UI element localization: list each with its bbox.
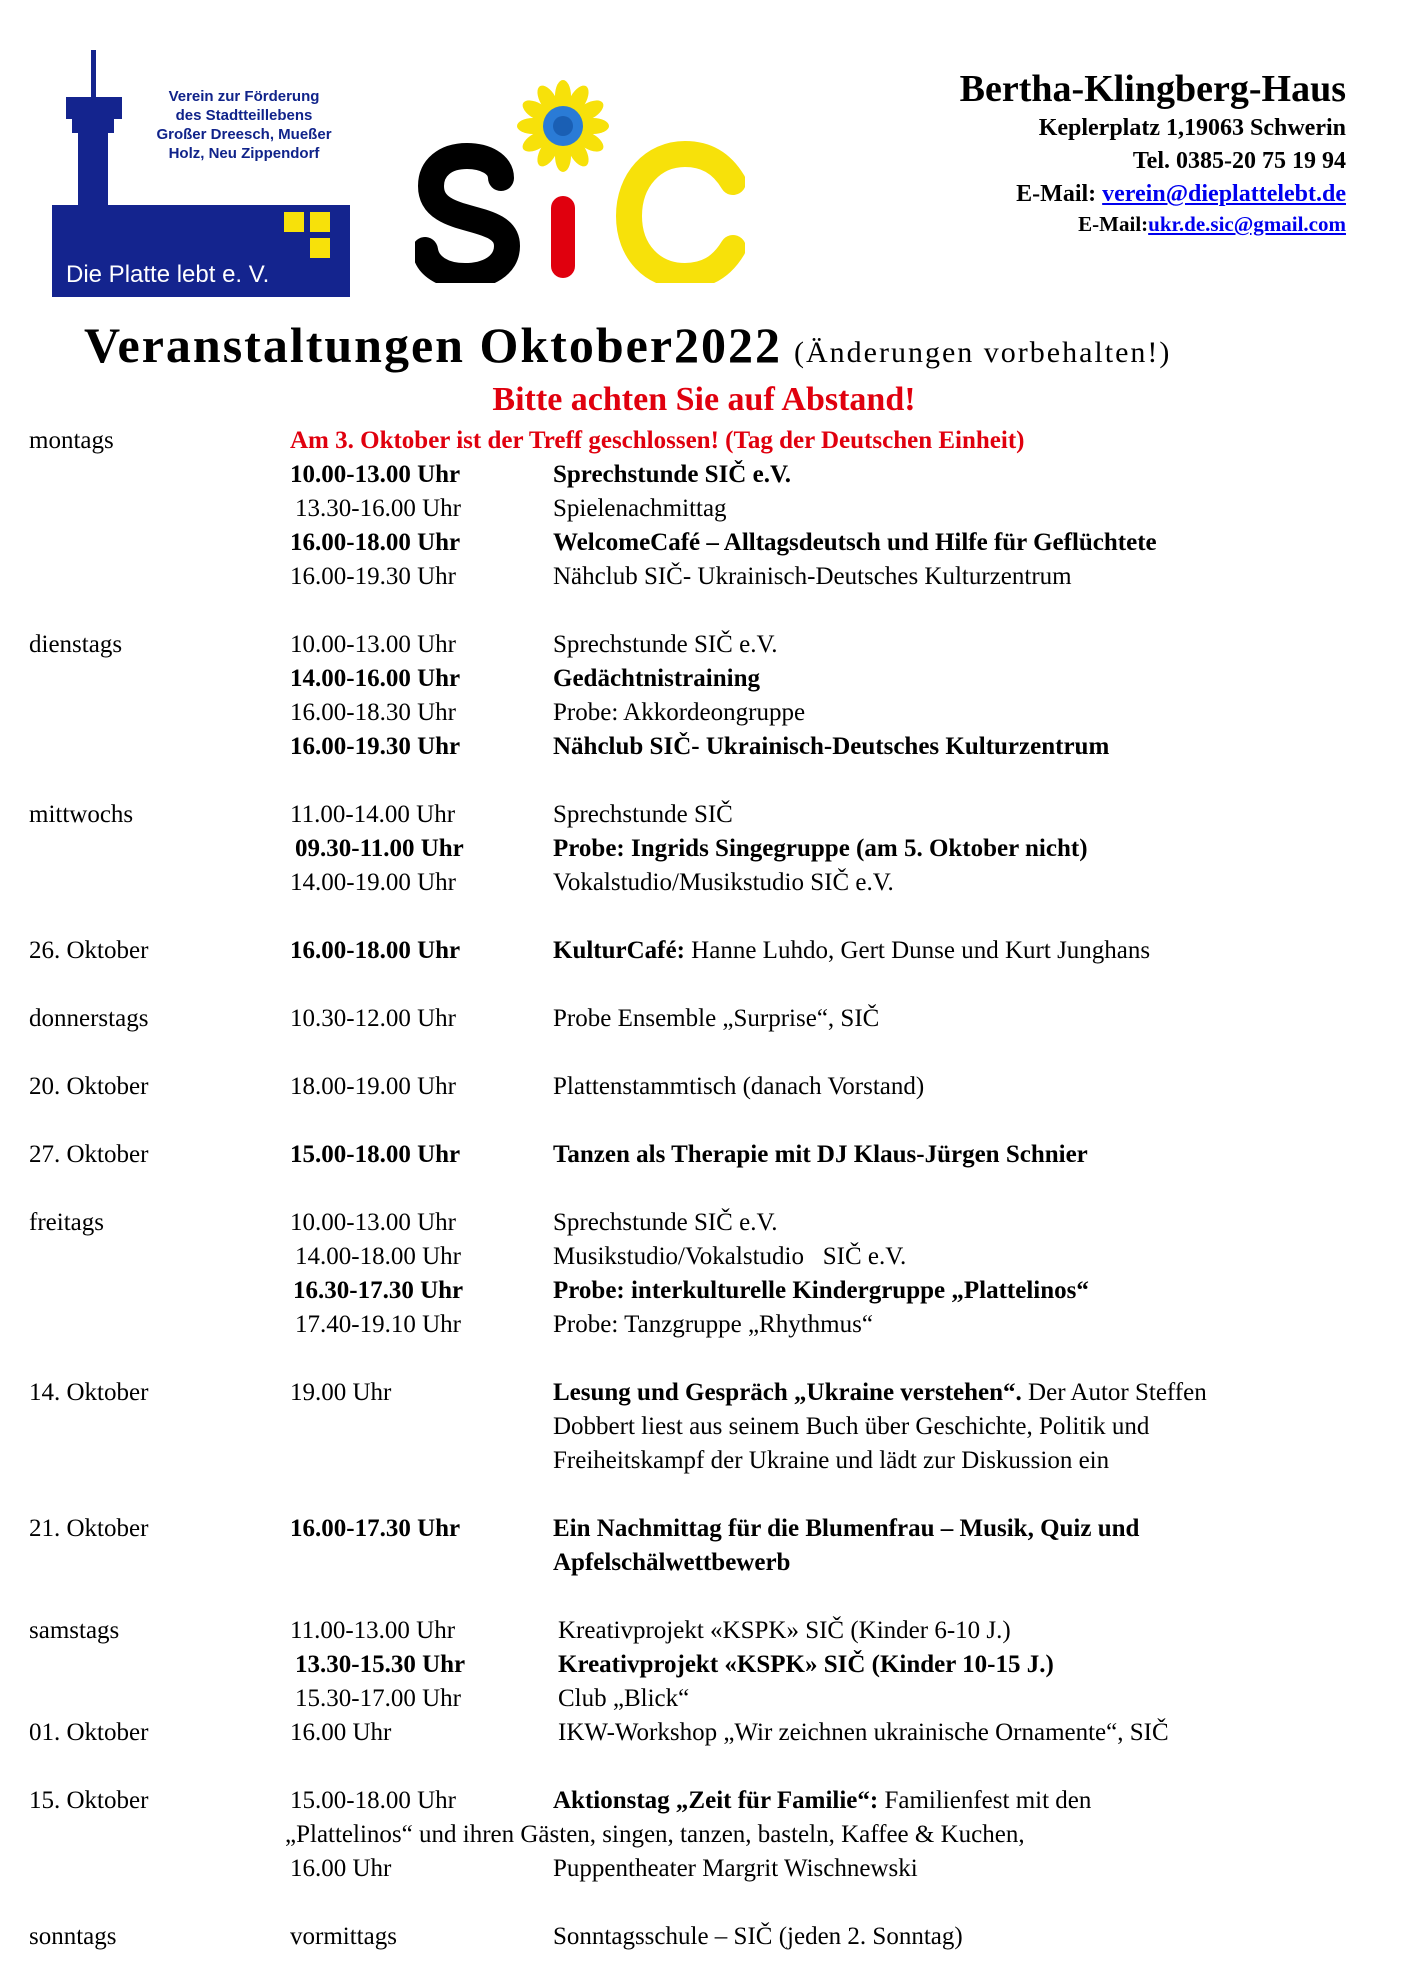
- event-text: Musikstudio/Vokalstudio SIČ e.V.: [553, 1243, 907, 1270]
- contact-block: [960, 66, 1346, 238]
- date-label: 01. Oktober: [29, 1719, 149, 1746]
- event-text: Freiheitskampf der Ukraine und lädt zur Diskussion ein: [553, 1447, 1110, 1474]
- event-time: 14.00-18.00 Uhr: [295, 1243, 461, 1270]
- event-time: 16.00-18.00 Uhr: [290, 937, 461, 964]
- event-text: Dobbert liest aus seinem Buch über Geschichte, Politik und: [553, 1413, 1150, 1440]
- event-text: Sprechstunde SIČ e.V.: [553, 461, 792, 488]
- event-time: 16.00-19.30 Uhr: [290, 733, 461, 760]
- event-time: 16.00 Uhr: [290, 1855, 392, 1882]
- event-text: Probe: Tanzgruppe „Rhythmus“: [553, 1311, 873, 1338]
- event-text: Nähclub SIČ- Ukrainisch-Deutsches Kulturzentrum: [553, 563, 1072, 590]
- event-text: Tanzen als Therapie mit DJ Klaus-Jürgen Schnier: [553, 1141, 1088, 1168]
- page-title: [84, 316, 1171, 374]
- day-label: dienstags: [29, 631, 123, 658]
- logo-caption: Die Platte lebt e. V.: [66, 261, 270, 288]
- event-time: 13.30-16.00 Uhr: [295, 495, 461, 522]
- event-time: 17.40-19.10 Uhr: [295, 1311, 461, 1338]
- venue-name: Bertha-Klingberg-Haus: [959, 68, 1346, 110]
- logo-square: [284, 212, 304, 232]
- event-text: Spielenachmittag: [553, 495, 727, 522]
- event-text: Gedächtnistraining: [553, 665, 760, 692]
- logo-square: [310, 238, 330, 258]
- event-text: Puppentheater Margrit Wischnewski: [553, 1855, 918, 1882]
- event-time: 16.00 Uhr: [290, 1719, 392, 1746]
- event-time: 11.00-14.00 Uhr: [290, 801, 456, 828]
- event-text: IKW-Workshop „Wir zeichnen ukrainische Ornamente“, SIČ: [558, 1719, 1169, 1746]
- event-text: Sprechstunde SIČ: [553, 801, 733, 828]
- date-label: 15. Oktober: [29, 1787, 149, 1814]
- day-label: sonntags: [29, 1923, 117, 1950]
- email-line-2: E-Mail:ukr.de.sic@gmail.com: [1078, 212, 1346, 236]
- event-text: Kreativprojekt «KSPK» SIČ (Kinder 6-10 J.): [558, 1617, 1011, 1644]
- day-label: samstags: [29, 1617, 120, 1644]
- event-time: 16.00-19.30 Uhr: [290, 563, 456, 590]
- event-time: 16.00-18.30 Uhr: [290, 699, 456, 726]
- event-text: Kreativprojekt «KSPK» SIČ (Kinder 10-15 J.): [558, 1651, 1054, 1678]
- sic-logo: [415, 78, 745, 283]
- event-time: 10.30-12.00 Uhr: [290, 1005, 456, 1032]
- event-text: Nähclub SIČ- Ukrainisch-Deutsches Kulturzentrum: [553, 733, 1110, 760]
- event-text: Probe: Akkordeongruppe: [553, 699, 806, 726]
- event-text: Probe: interkulturelle Kindergruppe „Plattelinos“: [553, 1277, 1089, 1304]
- logo-org-name: Verein zur Förderung des Stadtteillebens Großer Dreesch, Mueßer Holz, Neu Zippendorf: [156, 88, 332, 162]
- event-text: Probe: Ingrids Singegruppe (am 5. Oktober nicht): [553, 835, 1088, 862]
- email-link-2[interactable]: ukr.de.sic@gmail.com: [1148, 212, 1346, 236]
- event-text: Ein Nachmittag für die Blumenfrau – Musik, Quiz und: [553, 1515, 1140, 1542]
- event-time: 16.00-18.00 Uhr: [290, 529, 461, 556]
- day-label: freitags: [29, 1209, 104, 1236]
- page-title-main: Veranstaltungen Oktober2022: [84, 317, 783, 373]
- event-time: 16.00-17.30 Uhr: [290, 1515, 461, 1542]
- venue-phone: Tel. 0385-20 75 19 94: [1132, 148, 1346, 174]
- event-text: „Plattelinos“ und ihren Gästen, singen, tanzen, basteln, Kaffee & Kuchen,: [285, 1821, 1025, 1848]
- day-label: donnerstags: [29, 1005, 149, 1032]
- event-time: 16.30-17.30 Uhr: [293, 1277, 464, 1304]
- day-label: montags: [29, 427, 114, 454]
- email-link-1[interactable]: verein@dieplattelebt.de: [1102, 181, 1346, 207]
- date-label: 14. Oktober: [29, 1379, 149, 1406]
- event-time: 13.30-15.30 Uhr: [295, 1651, 466, 1678]
- event-text: Sprechstunde SIČ e.V.: [553, 1209, 778, 1236]
- event-text: WelcomeCafé – Alltagsdeutsch und Hilfe für Geflüchtete: [553, 529, 1157, 556]
- event-text: Apfelschälwettbewerb: [553, 1549, 791, 1576]
- date-label: 20. Oktober: [29, 1073, 149, 1100]
- event-time: 14.00-19.00 Uhr: [290, 869, 456, 896]
- date-label: 27. Oktober: [29, 1141, 149, 1168]
- event-time: 15.00-18.00 Uhr: [290, 1141, 461, 1168]
- logo-square: [310, 212, 330, 232]
- closed-notice: Am 3. Oktober ist der Treff geschlossen! (Tag der Deutschen Einheit): [290, 427, 1025, 454]
- day-label: mittwochs: [29, 801, 134, 828]
- die-platte-lebt-logo: [52, 45, 350, 297]
- event-text: Aktionstag „Zeit für Familie“: Familienfest mit den: [553, 1787, 1092, 1814]
- event-text: Lesung und Gespräch „Ukraine verstehen“. Der Autor Steffen: [553, 1379, 1207, 1406]
- event-time: 11.00-13.00 Uhr: [290, 1617, 456, 1644]
- email-line-1: E-Mail: verein@dieplattelebt.de: [1016, 181, 1346, 207]
- event-time: 09.30-11.00 Uhr: [295, 835, 464, 862]
- event-time: 19.00 Uhr: [290, 1379, 392, 1406]
- event-text: KulturCafé: Hanne Luhdo, Gert Dunse und Kurt Junghans: [553, 937, 1151, 964]
- venue-address: Keplerplatz 1,19063 Schwerin: [1038, 115, 1346, 141]
- event-time: 15.00-18.00 Uhr: [290, 1787, 456, 1814]
- event-text: Plattenstammtisch (danach Vorstand): [553, 1073, 925, 1100]
- page-title-note: (Änderungen vorbehalten!): [794, 336, 1172, 369]
- event-text: Sprechstunde SIČ e.V.: [553, 631, 778, 658]
- event-text: Club „Blick“: [558, 1685, 690, 1712]
- event-text: Sonntagsschule – SIČ (jeden 2. Sonntag): [553, 1923, 963, 1950]
- event-time: 18.00-19.00 Uhr: [290, 1073, 456, 1100]
- event-text: Vokalstudio/Musikstudio SIČ e.V.: [553, 869, 894, 896]
- event-text: Probe Ensemble „Surprise“, SIČ: [553, 1005, 880, 1032]
- event-time: 10.00-13.00 Uhr: [290, 461, 461, 488]
- event-time: 10.00-13.00 Uhr: [290, 1209, 456, 1236]
- event-time: 10.00-13.00 Uhr: [290, 631, 456, 658]
- date-label: 26. Oktober: [29, 937, 149, 964]
- event-time: vormittags: [290, 1923, 397, 1950]
- event-time: 15.30-17.00 Uhr: [295, 1685, 461, 1712]
- distance-notice: Bitte achten Sie auf Abstand!: [492, 381, 916, 418]
- date-label: 21. Oktober: [29, 1515, 149, 1542]
- event-time: 14.00-16.00 Uhr: [290, 665, 461, 692]
